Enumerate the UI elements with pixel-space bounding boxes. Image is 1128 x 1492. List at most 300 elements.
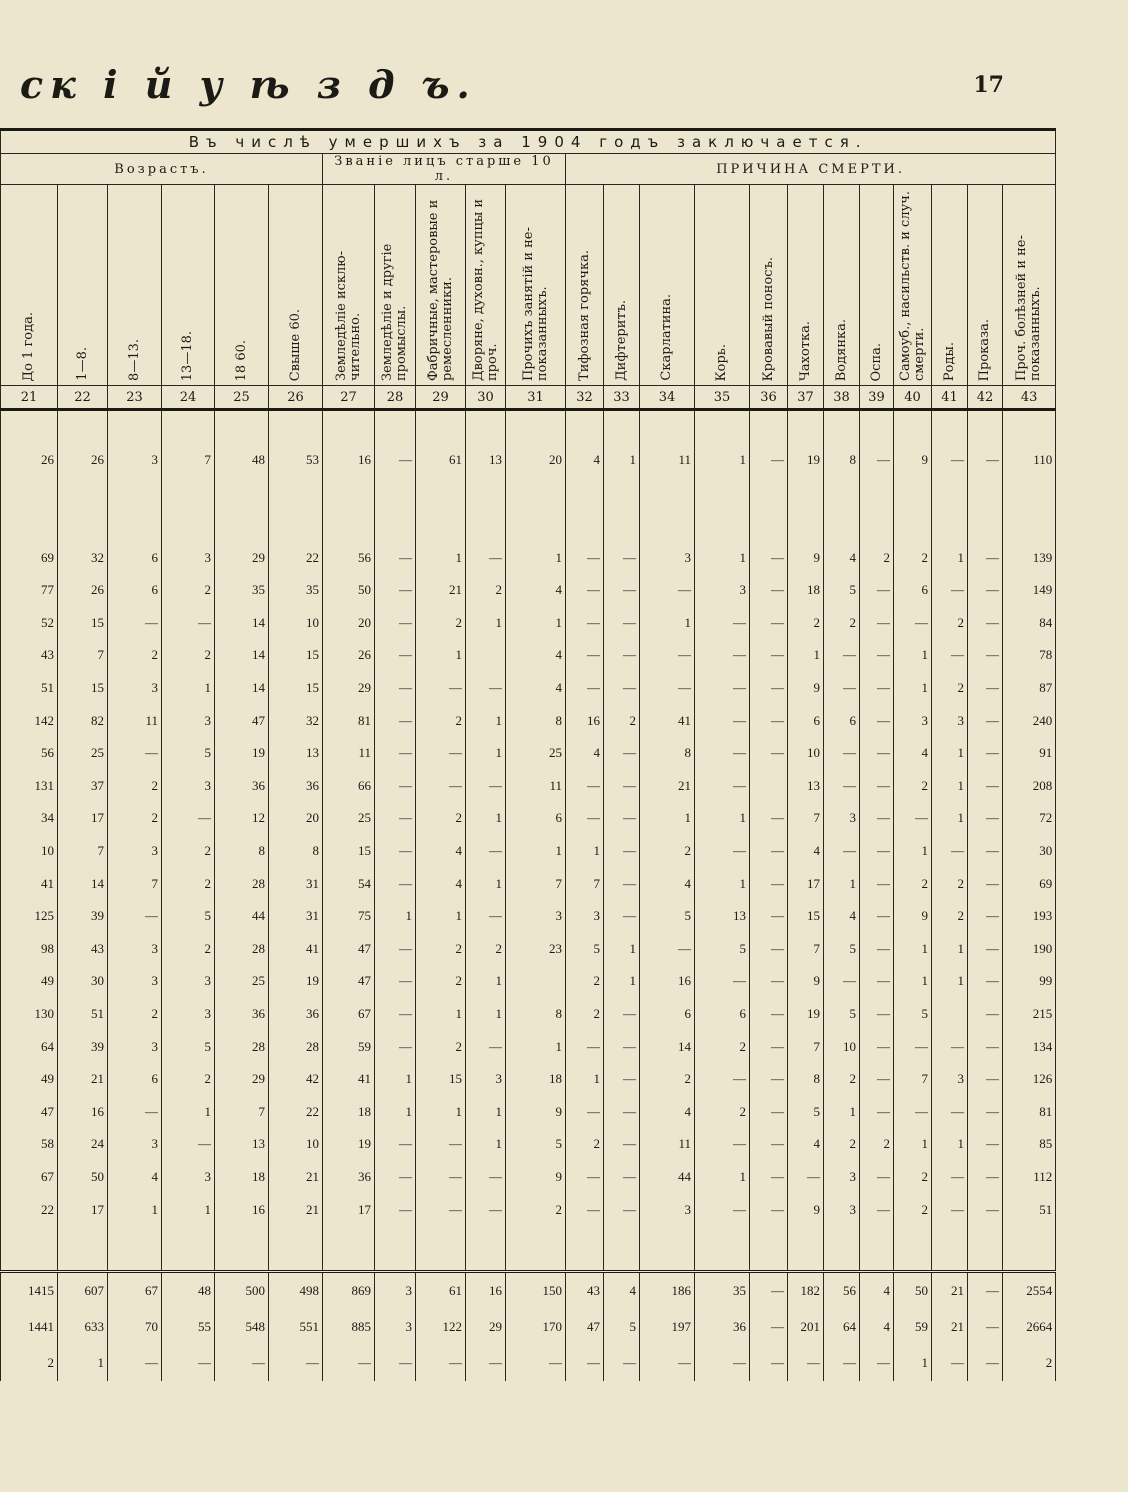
table-cell: — <box>860 1193 894 1226</box>
table-cell: — <box>860 444 894 477</box>
table-cell: 47 <box>323 933 375 966</box>
column-header <box>640 185 695 386</box>
table-cell: 78 <box>1003 639 1056 672</box>
table-cell: 1 <box>932 770 968 803</box>
table-cell: — <box>375 574 416 607</box>
table-cell: 35 <box>695 1273 750 1309</box>
table-cell: 7 <box>58 835 108 868</box>
table-cell: 1 <box>695 541 750 574</box>
column-header-label: Фабричные, мастеровые и ремесленники. <box>425 199 455 381</box>
table-cell: — <box>375 737 416 770</box>
page-number: 17 <box>973 72 1004 98</box>
table-cell: 197 <box>640 1309 695 1345</box>
table-cell: — <box>269 1345 323 1381</box>
column-header <box>894 185 932 386</box>
table-cell: — <box>788 1345 824 1381</box>
table-cell: 150 <box>506 1273 566 1309</box>
table-row <box>1 835 1056 868</box>
table-cell: 26 <box>58 444 108 477</box>
table-cell: 1 <box>416 998 466 1031</box>
table-cell: — <box>894 802 932 835</box>
table-cell: — <box>323 1345 375 1381</box>
table-cell: — <box>375 867 416 900</box>
table-cell: — <box>968 1030 1003 1063</box>
empty-cell <box>640 1226 695 1272</box>
table-cell: 25 <box>323 802 375 835</box>
table-cell: 1 <box>162 1095 215 1128</box>
table-cell: 2 <box>640 1063 695 1096</box>
table-cell: 7 <box>506 867 566 900</box>
table-cell: — <box>968 672 1003 705</box>
table-cell: 5 <box>824 933 860 966</box>
table-cell: 30 <box>58 965 108 998</box>
table-cell: 4 <box>506 672 566 705</box>
table-cell: 36 <box>323 1161 375 1194</box>
table-cell: — <box>824 835 860 868</box>
column-header <box>932 185 968 386</box>
table-cell: 41 <box>1 867 58 900</box>
table-cell: — <box>416 672 466 705</box>
table-cell: — <box>695 737 750 770</box>
table-cell: 21 <box>932 1273 968 1309</box>
column-header-label: Чахотка. <box>797 320 813 381</box>
table-cell: — <box>750 965 788 998</box>
table-cell: 1 <box>416 639 466 672</box>
table-cell: 2 <box>932 867 968 900</box>
table-cell: 3 <box>640 541 695 574</box>
table-cell: 59 <box>894 1309 932 1345</box>
column-number: 36 <box>750 386 788 410</box>
column-number: 33 <box>604 386 640 410</box>
table-cell: 11 <box>506 770 566 803</box>
table-cell: 1 <box>824 1095 860 1128</box>
table-cell: 1415 <box>1 1273 58 1309</box>
empty-cell <box>750 410 788 444</box>
table-cell: — <box>968 900 1003 933</box>
table-cell: — <box>750 1095 788 1128</box>
table-cell: — <box>750 672 788 705</box>
table-cell: 5 <box>162 1030 215 1063</box>
table-cell: 2 <box>932 672 968 705</box>
table-cell: 1 <box>506 607 566 640</box>
table-cell: — <box>968 737 1003 770</box>
table-cell: 11 <box>323 737 375 770</box>
table-cell: — <box>375 639 416 672</box>
empty-cell <box>695 1226 750 1272</box>
empty-cell <box>604 410 640 444</box>
table-cell: — <box>162 1128 215 1161</box>
table-cell: 19 <box>788 998 824 1031</box>
table-cell: — <box>860 672 894 705</box>
table-cell: 6 <box>108 541 162 574</box>
table-cell: 3 <box>162 1161 215 1194</box>
empty-cell <box>215 476 269 509</box>
table-cell: 1 <box>416 1095 466 1128</box>
table-cell: — <box>750 1128 788 1161</box>
spacer-row <box>1 410 1056 444</box>
table-cell: — <box>860 574 894 607</box>
table-cell: — <box>375 802 416 835</box>
table-cell: — <box>375 933 416 966</box>
table-cell: — <box>466 900 506 933</box>
table-cell: — <box>860 704 894 737</box>
table-cell: 2 <box>416 802 466 835</box>
table-cell: 2 <box>108 639 162 672</box>
column-number: 25 <box>215 386 269 410</box>
table-cell: 6 <box>506 802 566 835</box>
table-cell: 2 <box>416 704 466 737</box>
table-cell: — <box>375 835 416 868</box>
table-cell: — <box>968 1161 1003 1194</box>
table-cell: — <box>375 672 416 705</box>
empty-cell <box>932 1226 968 1272</box>
spacer-row <box>1 509 1056 542</box>
empty-cell <box>750 509 788 542</box>
column-number: 31 <box>506 386 566 410</box>
table-cell: 54 <box>323 867 375 900</box>
table-cell: 1 <box>695 1161 750 1194</box>
table-cell: — <box>416 770 466 803</box>
table-cell: 885 <box>323 1309 375 1345</box>
table-row <box>1 541 1056 574</box>
empty-cell <box>932 509 968 542</box>
column-header <box>824 185 860 386</box>
empty-cell <box>860 476 894 509</box>
table-cell: 12 <box>215 802 269 835</box>
table-cell: 1 <box>466 1128 506 1161</box>
table-cell: 56 <box>323 541 375 574</box>
table-cell: 3 <box>695 574 750 607</box>
table-cell: 20 <box>506 444 566 477</box>
table-cell: — <box>750 933 788 966</box>
table-cell: — <box>604 867 640 900</box>
table-cell: 4 <box>566 444 604 477</box>
table-cell: 130 <box>1 998 58 1031</box>
column-number: 37 <box>788 386 824 410</box>
table-cell: — <box>968 1345 1003 1381</box>
table-cell: — <box>604 574 640 607</box>
empty-cell <box>968 476 1003 509</box>
table-cell: — <box>860 802 894 835</box>
district-heading: ск і й у ѣ з д ъ. <box>20 62 477 107</box>
table-cell: — <box>466 1030 506 1063</box>
table-cell: 47 <box>566 1309 604 1345</box>
table-cell: 21 <box>269 1193 323 1226</box>
table-cell: 53 <box>269 444 323 477</box>
table-cell: 1 <box>506 835 566 868</box>
table-cell: 7 <box>108 867 162 900</box>
totals-row <box>1 1309 1056 1345</box>
empty-cell <box>416 1226 466 1272</box>
empty-cell <box>894 410 932 444</box>
empty-cell <box>566 1226 604 1272</box>
table-cell: 8 <box>215 835 269 868</box>
table-cell: — <box>466 1161 506 1194</box>
table-cell: — <box>932 835 968 868</box>
table-cell: 9 <box>788 1193 824 1226</box>
column-number: 22 <box>58 386 108 410</box>
table-cell: 19 <box>215 737 269 770</box>
table-cell: 4 <box>824 541 860 574</box>
table-cell: 16 <box>566 704 604 737</box>
table-cell: 15 <box>269 672 323 705</box>
table-cell: 6 <box>108 1063 162 1096</box>
column-number: 42 <box>968 386 1003 410</box>
table-cell: — <box>604 607 640 640</box>
table-cell: 1 <box>466 704 506 737</box>
empty-cell <box>269 1226 323 1272</box>
table-cell: 14 <box>215 672 269 705</box>
table-cell: — <box>466 541 506 574</box>
empty-cell <box>506 1226 566 1272</box>
table-cell: — <box>750 835 788 868</box>
table-cell: 49 <box>1 1063 58 1096</box>
table-cell: 3 <box>466 1063 506 1096</box>
spacer-row <box>1 476 1056 509</box>
empty-cell <box>860 1226 894 1272</box>
table-cell: 98 <box>1 933 58 966</box>
table-cell: 19 <box>323 1128 375 1161</box>
table-row <box>1 770 1056 803</box>
table-cell: 26 <box>1 444 58 477</box>
table-cell: 5 <box>604 1309 640 1345</box>
table-cell: 1 <box>640 802 695 835</box>
table-cell: 77 <box>1 574 58 607</box>
table-cell: 35 <box>215 574 269 607</box>
table-cell <box>466 639 506 672</box>
column-number: 43 <box>1003 386 1056 410</box>
table-cell: 2 <box>416 607 466 640</box>
table-cell <box>506 965 566 998</box>
table-cell: — <box>968 933 1003 966</box>
table-cell: 47 <box>1 1095 58 1128</box>
table-cell: 3 <box>108 672 162 705</box>
table-cell: — <box>750 1161 788 1194</box>
table-cell: 7 <box>162 444 215 477</box>
column-header <box>416 185 466 386</box>
table-cell: — <box>968 1128 1003 1161</box>
table-cell: 16 <box>323 444 375 477</box>
table-cell: 31 <box>269 867 323 900</box>
table-cell: 1441 <box>1 1309 58 1345</box>
table-cell: 41 <box>323 1063 375 1096</box>
table-cell: 50 <box>323 574 375 607</box>
table-cell: 5 <box>162 900 215 933</box>
empty-cell <box>566 410 604 444</box>
table-cell: — <box>375 1161 416 1194</box>
table-row <box>1 639 1056 672</box>
table-cell: 16 <box>466 1273 506 1309</box>
table-cell: 551 <box>269 1309 323 1345</box>
age-group-header: Возрастъ. <box>1 154 323 185</box>
table-cell: 2 <box>1003 1345 1056 1381</box>
table-cell: — <box>108 1345 162 1381</box>
table-cell: — <box>604 1128 640 1161</box>
table-cell: 51 <box>1003 1193 1056 1226</box>
table-cell: — <box>416 737 466 770</box>
column-header-label: Корь. <box>714 343 729 381</box>
table-cell: 23 <box>506 933 566 966</box>
table-cell: — <box>968 574 1003 607</box>
table-cell: 25 <box>215 965 269 998</box>
table-row <box>1 1095 1056 1128</box>
table-cell: 43 <box>58 933 108 966</box>
table-cell: 2 <box>824 1128 860 1161</box>
empty-cell <box>375 476 416 509</box>
table-cell: — <box>108 737 162 770</box>
table-cell: 20 <box>323 607 375 640</box>
empty-cell <box>162 1226 215 1272</box>
table-cell: 66 <box>323 770 375 803</box>
table-cell: — <box>932 1095 968 1128</box>
table-cell: 2 <box>894 867 932 900</box>
table-cell: 39 <box>58 1030 108 1063</box>
table-cell: 29 <box>215 1063 269 1096</box>
empty-cell <box>466 1226 506 1272</box>
table-row <box>1 672 1056 705</box>
table-cell: — <box>932 1161 968 1194</box>
table-cell: 2 <box>894 1161 932 1194</box>
table-cell: — <box>604 802 640 835</box>
table-cell: — <box>566 574 604 607</box>
table-cell: — <box>566 639 604 672</box>
table-cell: — <box>824 965 860 998</box>
table-cell: — <box>695 607 750 640</box>
table-cell: 2 <box>788 607 824 640</box>
table-cell: 131 <box>1 770 58 803</box>
table-cell: 112 <box>1003 1161 1056 1194</box>
table-cell: 1 <box>932 933 968 966</box>
empty-cell <box>824 476 860 509</box>
column-header <box>58 185 108 386</box>
table-cell: — <box>604 1063 640 1096</box>
table-cell: 3 <box>108 1128 162 1161</box>
table-cell: 56 <box>824 1273 860 1309</box>
table-cell: — <box>968 704 1003 737</box>
empty-cell <box>1003 509 1056 542</box>
table-cell: — <box>640 672 695 705</box>
table-cell: 61 <box>416 444 466 477</box>
table-cell: 2 <box>506 1193 566 1226</box>
table-cell: 7 <box>566 867 604 900</box>
table-row <box>1 574 1056 607</box>
totals-row <box>1 1273 1056 1309</box>
empty-cell <box>932 476 968 509</box>
table-cell: 2 <box>640 835 695 868</box>
empty-cell <box>506 476 566 509</box>
empty-cell <box>466 476 506 509</box>
column-number: 24 <box>162 386 215 410</box>
table-cell: 2 <box>162 639 215 672</box>
table-cell: 1 <box>932 541 968 574</box>
table-cell: 110 <box>1003 444 1056 477</box>
table-cell: 3 <box>640 1193 695 1226</box>
table-cell: — <box>750 867 788 900</box>
table-cell: 14 <box>215 639 269 672</box>
column-header <box>1 185 58 386</box>
table-cell: — <box>932 444 968 477</box>
table-cell: 1 <box>894 1128 932 1161</box>
table-cell: 61 <box>416 1273 466 1309</box>
table-cell: 15 <box>269 639 323 672</box>
column-header-label: Дифтеритъ. <box>613 300 629 381</box>
table-cell: — <box>566 1345 604 1381</box>
table-cell: 149 <box>1003 574 1056 607</box>
table-cell: — <box>695 1345 750 1381</box>
table-cell: — <box>604 1030 640 1063</box>
empty-cell <box>215 509 269 542</box>
table-cell: 498 <box>269 1273 323 1309</box>
table-cell: — <box>375 1345 416 1381</box>
empty-cell <box>58 476 108 509</box>
table-cell: 2 <box>466 933 506 966</box>
column-header <box>466 185 506 386</box>
table-cell: 8 <box>506 998 566 1031</box>
table-cell: — <box>860 1161 894 1194</box>
empty-cell <box>640 410 695 444</box>
table-cell: — <box>860 1345 894 1381</box>
table-cell: 9 <box>506 1161 566 1194</box>
empty-cell <box>640 476 695 509</box>
table-cell: — <box>894 1030 932 1063</box>
table-cell: 4 <box>788 835 824 868</box>
table-cell: — <box>466 672 506 705</box>
table-cell: 9 <box>506 1095 566 1128</box>
table-cell: 48 <box>162 1273 215 1309</box>
table-cell: 3 <box>824 802 860 835</box>
table-cell: 87 <box>1003 672 1056 705</box>
table-cell: 1 <box>824 867 860 900</box>
table-cell: 99 <box>1003 965 1056 998</box>
table-cell: 36 <box>215 998 269 1031</box>
table-cell: 2 <box>566 998 604 1031</box>
empty-cell <box>604 476 640 509</box>
table-cell: 51 <box>58 998 108 1031</box>
table-cell: 19 <box>269 965 323 998</box>
table-cell: 7 <box>215 1095 269 1128</box>
table-cell: 3 <box>824 1161 860 1194</box>
table-cell: 1 <box>894 835 932 868</box>
table-cell: 21 <box>640 770 695 803</box>
table-cell: 5 <box>566 933 604 966</box>
table-cell: — <box>750 802 788 835</box>
table-cell: 1 <box>894 672 932 705</box>
table-cell: 4 <box>604 1273 640 1309</box>
column-number: 38 <box>824 386 860 410</box>
column-header <box>788 185 824 386</box>
table-cell: 1 <box>932 737 968 770</box>
table-cell: 2 <box>566 965 604 998</box>
table-cell: 29 <box>323 672 375 705</box>
table-cell: 190 <box>1003 933 1056 966</box>
empty-cell <box>416 410 466 444</box>
column-header <box>1003 185 1056 386</box>
table-cell: 14 <box>215 607 269 640</box>
table-cell: — <box>932 1345 968 1381</box>
table-cell: 21 <box>932 1309 968 1345</box>
table-cell: — <box>566 541 604 574</box>
empty-cell <box>215 410 269 444</box>
table-cell: — <box>604 737 640 770</box>
table-cell: 2 <box>108 770 162 803</box>
column-number: 41 <box>932 386 968 410</box>
empty-cell <box>375 410 416 444</box>
table-cell: 2 <box>162 867 215 900</box>
table-cell: 9 <box>894 444 932 477</box>
table-cell: 18 <box>506 1063 566 1096</box>
table-cell: 36 <box>269 770 323 803</box>
table-cell: 2 <box>894 770 932 803</box>
